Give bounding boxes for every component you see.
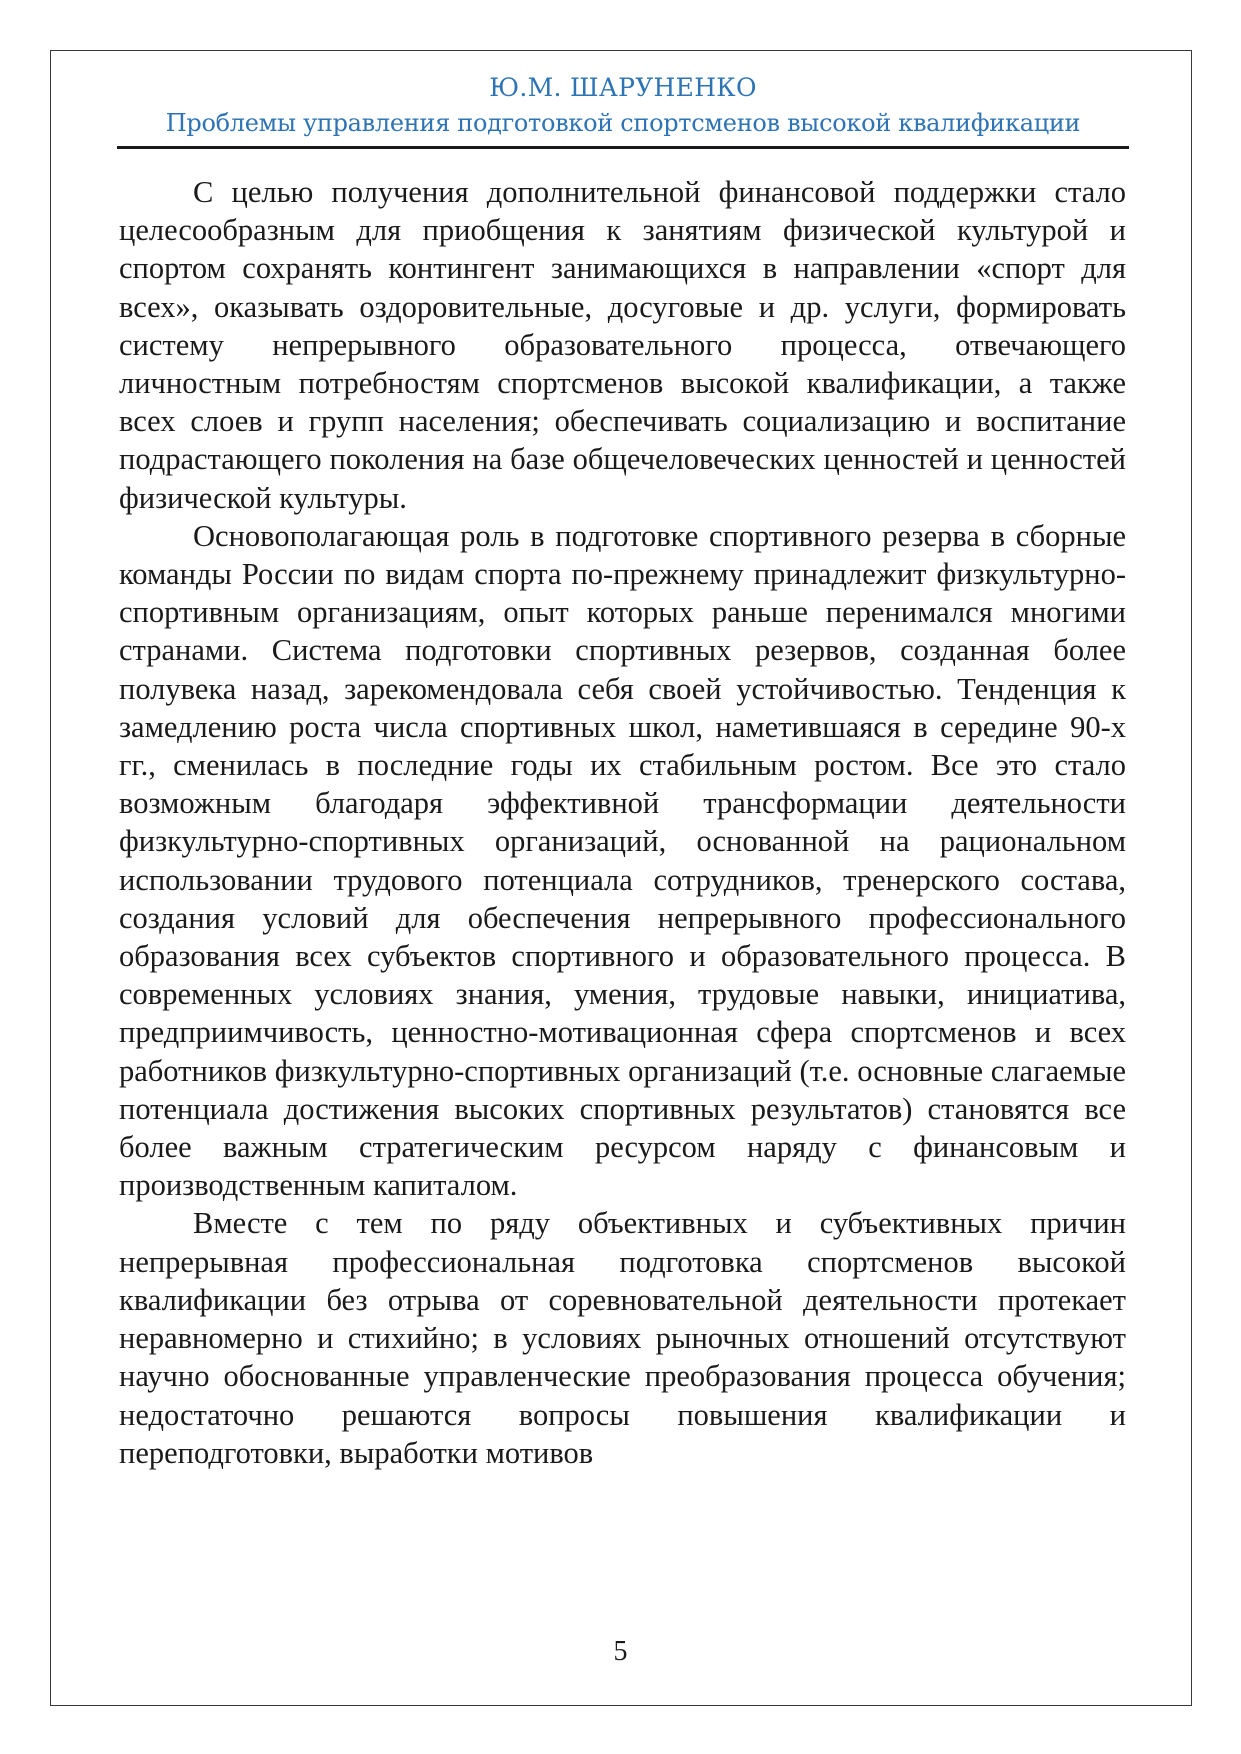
header-title: Проблемы управления подготовкой спортсменов высокой квалификации: [165, 109, 1081, 137]
header-author: Ю.М. ШАРУНЕНКО: [489, 73, 757, 102]
paragraph-1: С целью получения дополнительной финансовой поддержки стало целесообразным для приобщения к занятиям физической культурой и спортом сохранять контингент занимающихся в направлении «спорт для всех», оказывать оздоровительные, досуговые и др. услуги, формировать систему непрерывного образовательного процесса, отвечающего личностным потребностям спортсменов высокой квалификации, а также всех слоев и групп населения; обеспечивать социализацию и воспитание подрастающего поколения на базе общечеловеческих ценностей и ценностей физической культуры.: [119, 175, 1126, 515]
body-text: [119, 173, 1126, 1472]
paragraph-2: Основополагающая роль в подготовке спортивного резерва в сборные команды России по видам спорта по-прежнему принадлежит физкультурно-спортивным организациям, опыт которых раньше перенимался многими странами. Система подготовки спортивных резервов, созданная более полувека назад, зарекомендовала себя своей устойчивостью. Тенденция к замедлению роста числа спортивных школ, наметившаяся в середине 90-х гг., сменилась в последние годы их стабильным ростом. Все это стало возможным благодаря эффективной трансформации деятельности физкультурно-спортивных организаций, основанной на рациональном использовании трудового потенциала сотрудников, тренерского состава, создания условий для обеспечения непрерывного профессионального образования всех субъектов спортивного и образовательного процесса. В современных условиях знания, умения, трудовые навыки, инициатива, предприимчивость, ценностно-мотивационная сфера спортсменов и всех работников физкультурно-спортивных организаций (т.е. основные слагаемые потенциала достижения высоких спортивных результатов) становятся все более важным стратегическим ресурсом наряду с финансовым и производственным капиталом.: [119, 518, 1126, 1203]
paragraph-3: Вместе с тем по ряду объективных и субъективных причин непрерывная профессиональная подготовка спортсменов высокой квалификации без отрыва от соревновательной деятельности протекает неравномерно и стихийно; в условиях рыночных отношений отсутствуют научно обоснованные управленческие преобразования процесса обучения; недостаточно решаются вопросы повышения квалификации и переподготовки, выработки мотивов: [119, 1206, 1126, 1470]
page-number: 5: [613, 1636, 628, 1667]
header-divider: [117, 146, 1129, 149]
running-header: [117, 70, 1129, 140]
